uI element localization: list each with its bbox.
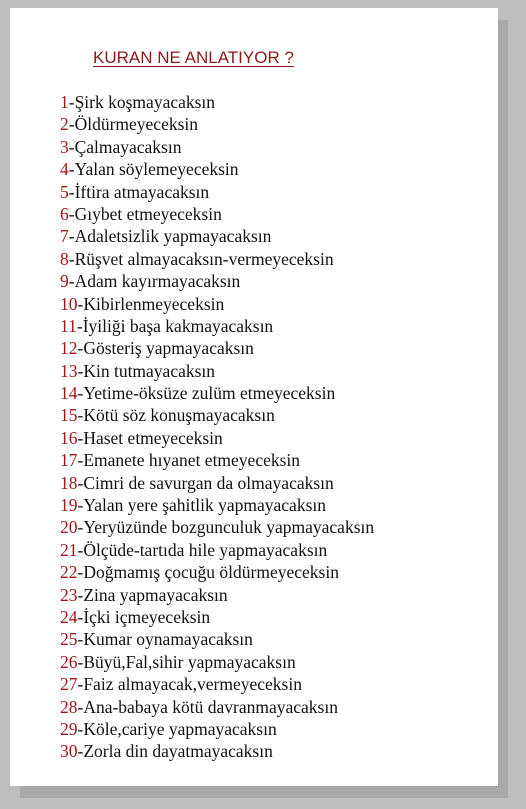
item-text: Faiz almayacak,vermeyeceksin [83,674,302,695]
item-number: 3 [60,136,69,157]
item-separator: - [77,450,84,471]
item-text: Yalan söylemeyeceksin [74,159,239,180]
item-separator: - [68,136,75,157]
item-separator: - [77,741,84,762]
list-item [60,427,374,449]
item-separator: - [76,315,83,336]
list-item [60,449,374,471]
item-number: 19 [60,495,78,516]
item-number: 27 [60,674,78,695]
item-number: 21 [60,539,78,560]
item-number: 25 [60,629,78,650]
item-number: 10 [60,293,78,314]
item-number: 6 [60,203,69,224]
item-text: Kin tutmayacaksın [83,360,216,381]
item-text: Şirk koşmayacaksın [74,92,216,112]
item-number: 23 [60,584,78,605]
list-item [60,181,374,203]
item-separator: - [77,427,84,448]
list-item [60,651,374,673]
item-number: 8 [60,248,69,269]
item-text: Köle,cariye yapmayacaksın [83,718,277,739]
item-text: İyiliği başa kakmayacaksın [82,315,274,336]
list-item [60,293,374,315]
page-title: KURAN NE ANLATIYOR ? [93,48,294,67]
item-number: 17 [60,450,78,471]
item-text: Kumar oynamayacaksın [83,629,253,650]
list-item [60,472,374,494]
item-separator: - [77,606,84,627]
list-item [60,225,374,247]
list-item [60,516,374,538]
item-number: 20 [60,517,78,538]
list-item [60,248,374,270]
list-item [60,337,374,359]
list-item [60,561,374,583]
list-item [60,113,374,135]
item-number: 14 [60,383,78,404]
item-text: Emanete hıyanet etmeyeceksin [83,450,301,471]
item-separator: - [77,495,84,516]
item-separator: - [77,338,84,359]
item-text: Rüşvet almayacaksın-vermeyeceksin [74,248,334,269]
item-text: Kötü söz konuşmayacaksın [83,405,275,426]
item-separator: - [77,584,84,605]
item-text: Cimri de savurgan da olmayacaksın [83,472,334,493]
item-number: 26 [60,651,78,672]
item-text: Kibirlenmeyeceksin [83,293,225,314]
document-page [10,8,498,786]
list-item [60,539,374,561]
list-item [60,315,374,337]
item-number: 12 [60,338,78,359]
item-separator: - [68,226,75,247]
item-text: Zina yapmayacaksın [83,584,228,605]
list-item [60,404,374,426]
item-text: Gösteriş yapmayacaksın [83,338,254,359]
item-text: Doğmamış çocuğu öldürmeyeceksin [83,562,339,583]
item-text: Öldürmeyeceksin [74,114,199,135]
item-text: Zorla din dayatmayacaksın [83,741,273,762]
list-item [60,696,374,718]
item-number: 22 [60,562,78,583]
item-text: Gıybet etmeyeceksin [74,203,222,224]
list-item [60,718,374,740]
commandment-list [60,91,374,763]
item-number: 18 [60,472,78,493]
list-item [60,584,374,606]
list-item [60,203,374,225]
item-separator: - [68,248,75,269]
item-number: 11 [60,315,77,336]
item-separator: - [77,517,84,538]
item-separator: - [77,405,84,426]
item-separator: - [77,696,84,717]
item-text: Haset etmeyeceksin [83,427,223,448]
item-separator: - [68,203,75,224]
item-text: Ana-babaya kötü davranmayacaksın [83,696,338,717]
item-text: Yetime-öksüze zulüm etmeyeceksin [83,383,336,404]
item-separator: - [68,92,75,112]
item-text: İftira atmayacaksın [74,181,210,202]
item-separator: - [68,181,75,202]
item-number: 24 [60,606,78,627]
item-separator: - [77,472,84,493]
item-separator: - [77,629,84,650]
item-text: Ölçüde-tartıda hile yapmayacaksın [83,539,328,560]
list-item [60,136,374,158]
item-separator: - [77,718,84,739]
item-number: 1 [60,92,69,112]
item-number: 15 [60,405,78,426]
item-separator: - [68,271,75,292]
list-item [60,494,374,516]
item-text: Yeryüzünde bozgunculuk yapmayacaksın [83,517,375,538]
item-number: 13 [60,360,78,381]
item-text: Adam kayırmayacaksın [74,271,241,292]
item-number: 7 [60,226,69,247]
item-separator: - [77,293,84,314]
item-number: 4 [60,159,69,180]
item-separator: - [77,651,84,672]
item-number: 5 [60,181,69,202]
item-number: 28 [60,696,78,717]
list-item [60,270,374,292]
item-text: Adaletsizlik yapmayacaksın [74,226,272,247]
list-item [60,91,374,113]
item-number: 9 [60,271,69,292]
item-number: 29 [60,718,78,739]
list-item [60,158,374,180]
item-separator: - [77,562,84,583]
list-item [60,673,374,695]
item-number: 16 [60,427,78,448]
list-item [60,606,374,628]
item-separator: - [77,539,84,560]
item-separator: - [77,383,84,404]
item-separator: - [68,159,75,180]
item-number: 30 [60,741,78,762]
item-text: İçki içmeyeceksin [83,606,211,627]
list-item [60,628,374,650]
item-separator: - [77,674,84,695]
item-number: 2 [60,114,69,135]
list-item [60,740,374,762]
item-text: Büyü,Fal,sihir yapmayacaksın [83,651,296,672]
list-item [60,360,374,382]
list-item [60,382,374,404]
item-text: Yalan yere şahitlik yapmayacaksın [83,495,326,516]
item-separator: - [77,360,84,381]
item-text: Çalmayacaksın [74,136,182,157]
item-separator: - [68,114,75,135]
